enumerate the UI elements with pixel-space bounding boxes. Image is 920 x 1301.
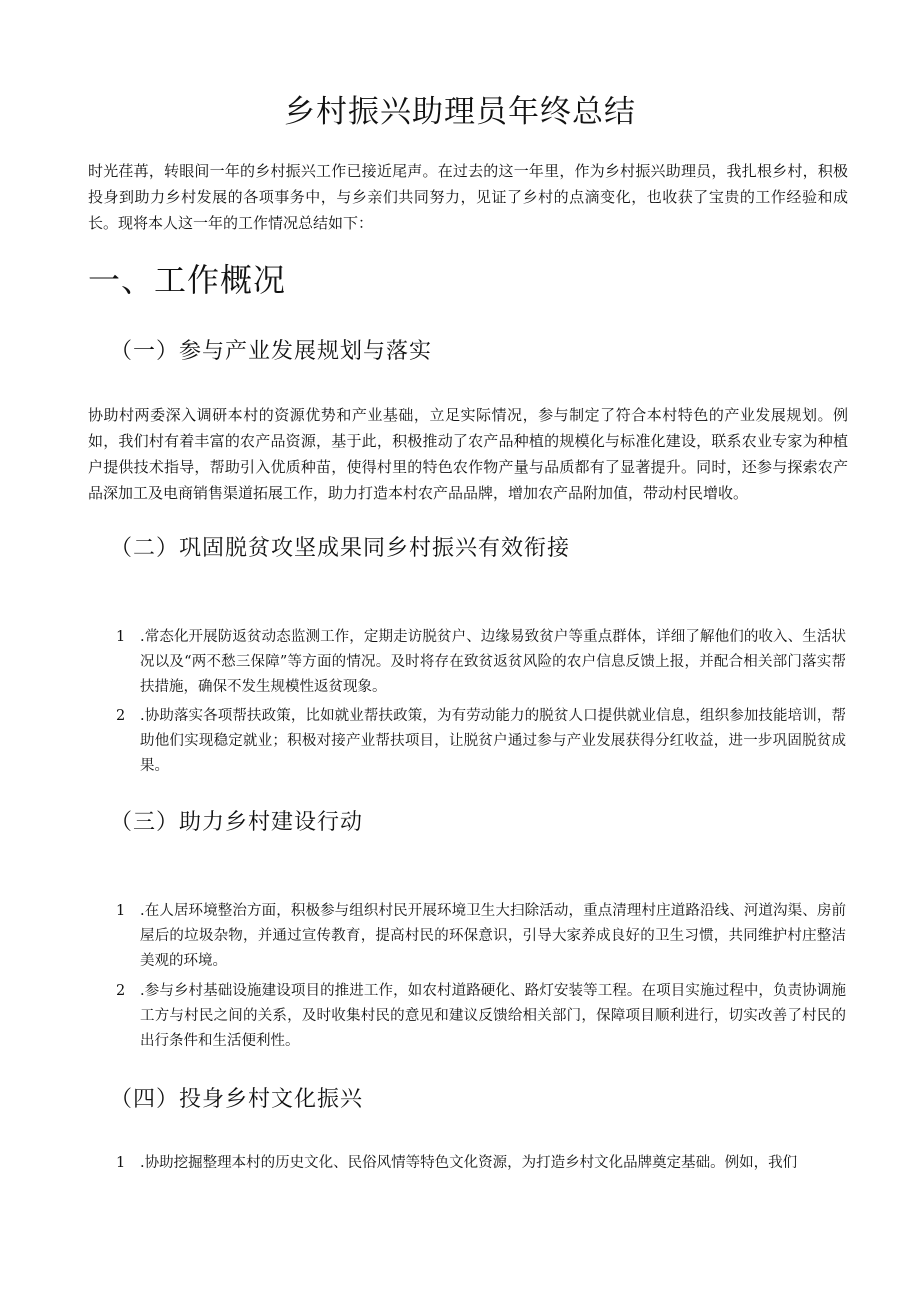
list-item-text: .在人居环境整治方面，积极参与组织村民开展环境卫生大扫除活动，重点清理村庄道路沿线、河道沟渠、房前屋后的垃圾杂物，并通过宣传教育，提高村民的环保意识，引导大家养成良好的卫生习惯，共同维护村庄整洁美观的环境。 (140, 903, 846, 969)
list-item-text: .协助挖掘整理本村的历史文化、民俗风情等特色文化资源，为打造乡村文化品牌奠定基础。例如，我们 (140, 1155, 798, 1171)
list-item-number: 2 (116, 708, 126, 724)
list-item (116, 625, 846, 700)
list-item (116, 704, 846, 779)
list-item (116, 899, 846, 974)
subsection-heading-industry-planning: （一）参与产业发展规划与落实 (110, 339, 433, 364)
list-item-text: .参与乡村基础设施建设项目的推进工作，如农村道路硬化、路灯安装等工程。在项目实施过程中，负责协调施工方与村民之间的关系，及时收集村民的意见和建议反馈给相关部门，保障项目顺利进行，切实改善了村民的出行条件和生活便利性。 (140, 983, 846, 1049)
section-heading-work-overview: 一、工作概况 (88, 261, 287, 299)
document-title: 乡村振兴助理员年终总结 (284, 94, 636, 130)
subsection-heading-cultural-revitalization: （四）投身乡村文化振兴 (110, 1087, 364, 1112)
intro-paragraph: 时光荏苒，转眼间一年的乡村振兴工作已接近尾声。在过去的这一年里，作为乡村振兴助理员，我扎根乡村，积极投身到助力乡村发展的各项事务中，与乡亲们共同努力，见证了乡村的点滴变化，也收获了宝贵的工作经验和成长。现将本人这一年的工作情况总结如下： (88, 162, 848, 232)
subsection-heading-poverty-consolidation: （二）巩固脱贫攻坚成果同乡村振兴有效衔接 (110, 536, 571, 561)
subsection-heading-rural-construction: （三）助力乡村建设行动 (110, 810, 364, 835)
list-item-text: .协助落实各项帮扶政策，比如就业帮扶政策，为有劳动能力的脱贫人口提供就业信息，组织参加技能培训，帮助他们实现稳定就业；积极对接产业帮扶项目，让脱贫户通过参与产业发展获得分红收益，进一步巩固脱贫成果。 (140, 708, 846, 774)
list-item (116, 1151, 846, 1176)
list-item-number: 1 (116, 629, 126, 645)
list-item-number: 2 (116, 983, 126, 999)
list-item-text: .常态化开展防返贫动态监测工作，定期走访脱贫户、边缘易致贫户等重点群体，详细了解他们的收入、生活状况以及“两不愁三保障”等方面的情况。及时将存在致贫返贫风险的农户信息反馈上报，并配合相关部门落实帮扶措施，确保不发生规模性返贫现象。 (140, 629, 846, 695)
list-item (116, 979, 846, 1054)
industry-planning-paragraph: 协助村两委深入调研本村的资源优势和产业基础，立足实际情况，参与制定了符合本村特色的产业发展规划。例如，我们村有着丰富的农产品资源，基于此，积极推动了农产品种植的规模化与标准化建设，联系农业专家为种植户提供技术指导，帮助引入优质种苗，使得村里的特色农作物产量与品质都有了显著提升。同时，还参与探索农产品深加工及电商销售渠道拓展工作，助力打造本村农产品品牌，增加农产品附加值，带动村民增收。 (88, 406, 848, 502)
list-item-number: 1 (116, 1155, 126, 1171)
list-item-number: 1 (116, 903, 126, 919)
